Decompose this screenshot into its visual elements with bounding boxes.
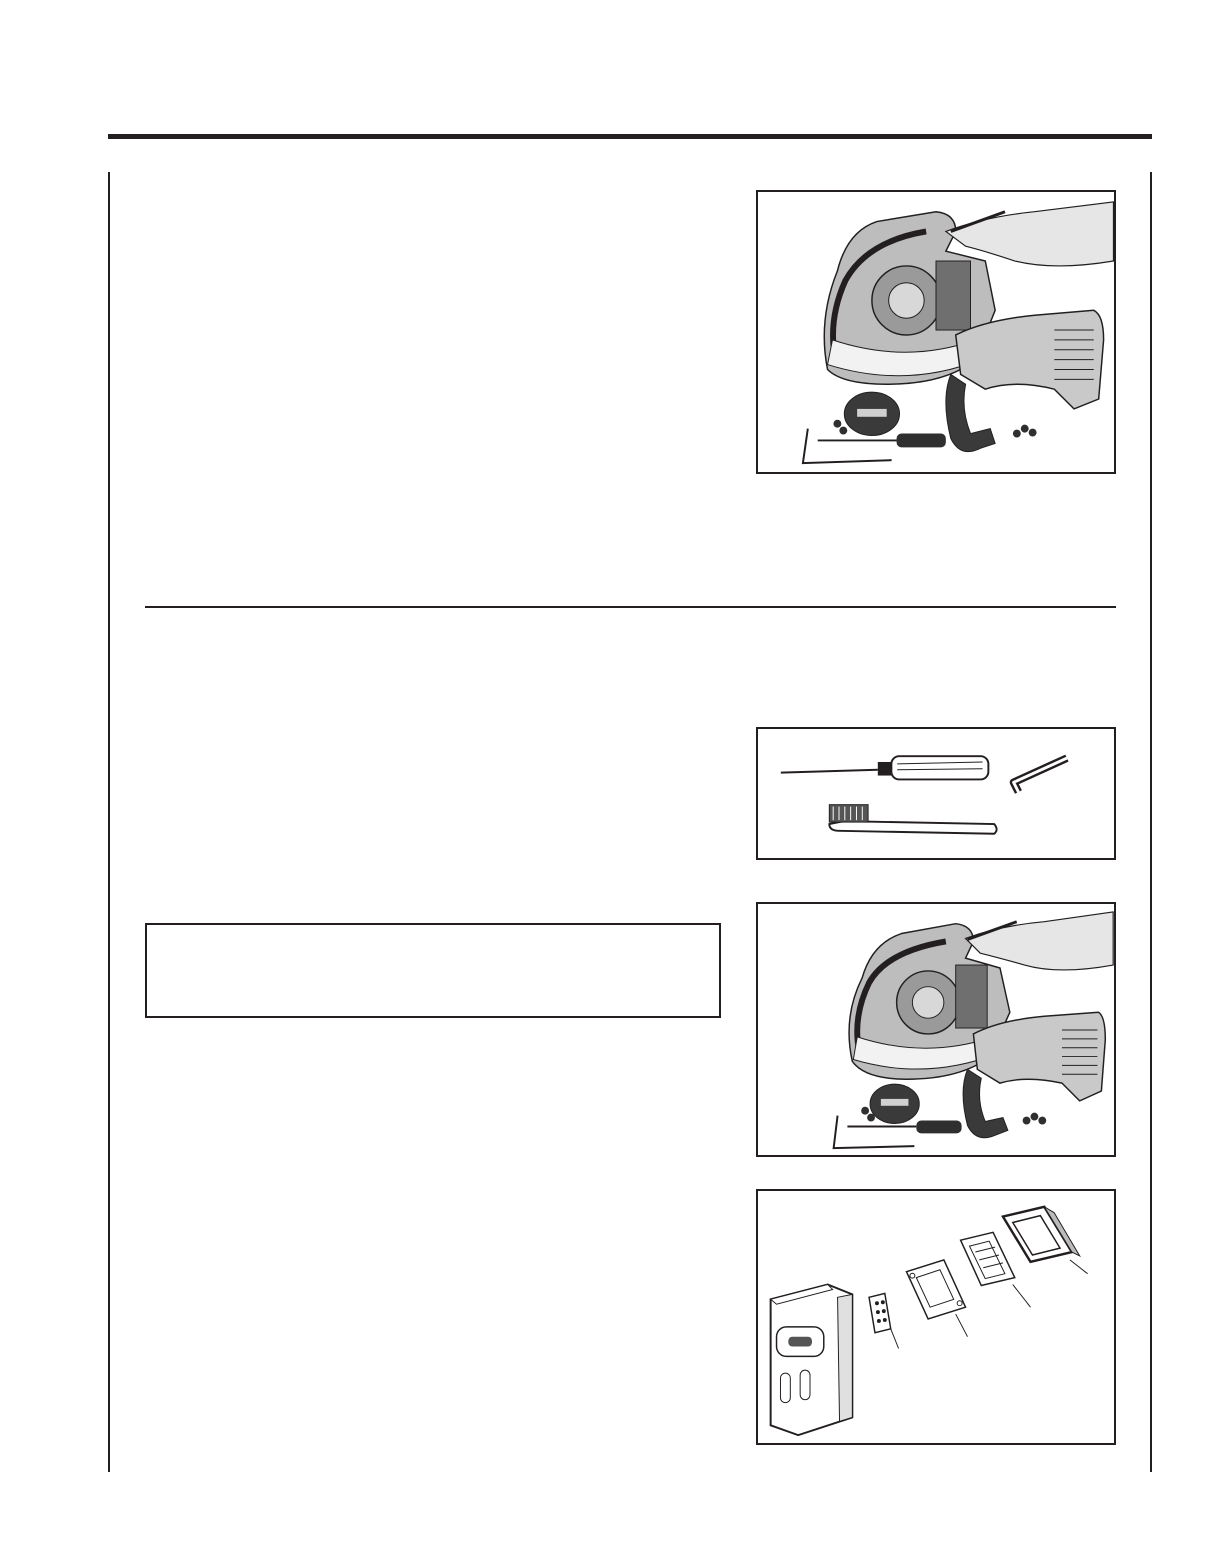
figure-blower-disassembly-1 (756, 190, 1116, 474)
figure-tools (756, 727, 1116, 860)
muffler-exploded-diagram-icon (758, 1191, 1114, 1443)
blower-disassembly-photo-icon (758, 904, 1114, 1155)
figure-muffler-exploded (756, 1189, 1116, 1445)
right-margin-rule (1150, 172, 1152, 1472)
left-margin-rule (108, 172, 110, 1472)
tools-photo-icon (758, 729, 1114, 858)
header-rule (108, 134, 1152, 139)
section-divider (145, 606, 1116, 608)
figure-blower-disassembly-2 (756, 902, 1116, 1157)
notice-box (145, 923, 721, 1018)
blower-disassembly-photo-icon (758, 192, 1114, 472)
